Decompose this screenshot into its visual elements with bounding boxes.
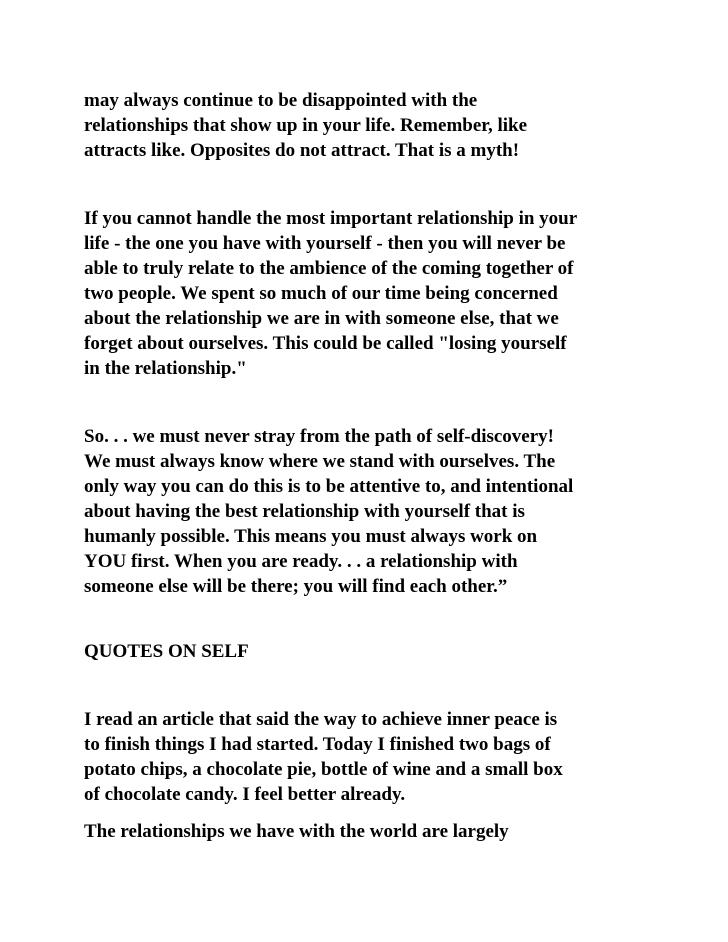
text-line: We must always know where we stand with ourselves. The	[84, 451, 556, 472]
text-line: may always continue to be disappointed with the	[84, 90, 478, 111]
text-line: potato chips, a chocolate pie, bottle of wine and a small box	[84, 759, 563, 780]
text-line: If you cannot handle the most important relationship in your	[84, 208, 578, 229]
text-line: forget about ourselves. This could be called "losing yourself	[84, 333, 567, 354]
text-line: life - the one you have with yourself - then you will never be	[84, 233, 566, 254]
text-line: The relationships we have with the world are largely	[84, 821, 509, 842]
paragraph-myth	[84, 88, 704, 163]
paragraph-inner-peace-quote	[84, 707, 704, 807]
text-line: YOU first. When you are ready. . . a relationship with	[84, 551, 518, 572]
text-line: only way you can do this is to be attentive to, and intentional	[84, 476, 574, 497]
text-line: able to truly relate to the ambience of the coming together of	[84, 258, 574, 279]
text-line: someone else will be there; you will find each other.”	[84, 576, 508, 597]
text-line: about the relationship we are in with someone else, that we	[84, 308, 559, 329]
paragraph-relationships-world	[84, 819, 704, 844]
text-line: two people. We spent so much of our time being concerned	[84, 283, 558, 304]
text-line: So. . . we must never stray from the path of self-discovery!	[84, 426, 554, 447]
text-line: I read an article that said the way to achieve inner peace is	[84, 709, 558, 730]
text-line: humanly possible. This means you must always work on	[84, 526, 538, 547]
paragraph-relationship-with-self	[84, 206, 704, 381]
text-line: about having the best relationship with yourself that is	[84, 501, 525, 522]
text-line: in the relationship."	[84, 358, 247, 379]
section-heading	[84, 639, 704, 664]
text-line: relationships that show up in your life. Remember, like	[84, 115, 528, 136]
text-line: of chocolate candy. I feel better already.	[84, 784, 406, 805]
text-line: attracts like. Opposites do not attract. That is a myth!	[84, 140, 520, 161]
paragraph-self-discovery	[84, 424, 704, 599]
heading-text: QUOTES ON SELF	[84, 641, 249, 662]
text-line: to finish things I had started. Today I finished two bags of	[84, 734, 551, 755]
